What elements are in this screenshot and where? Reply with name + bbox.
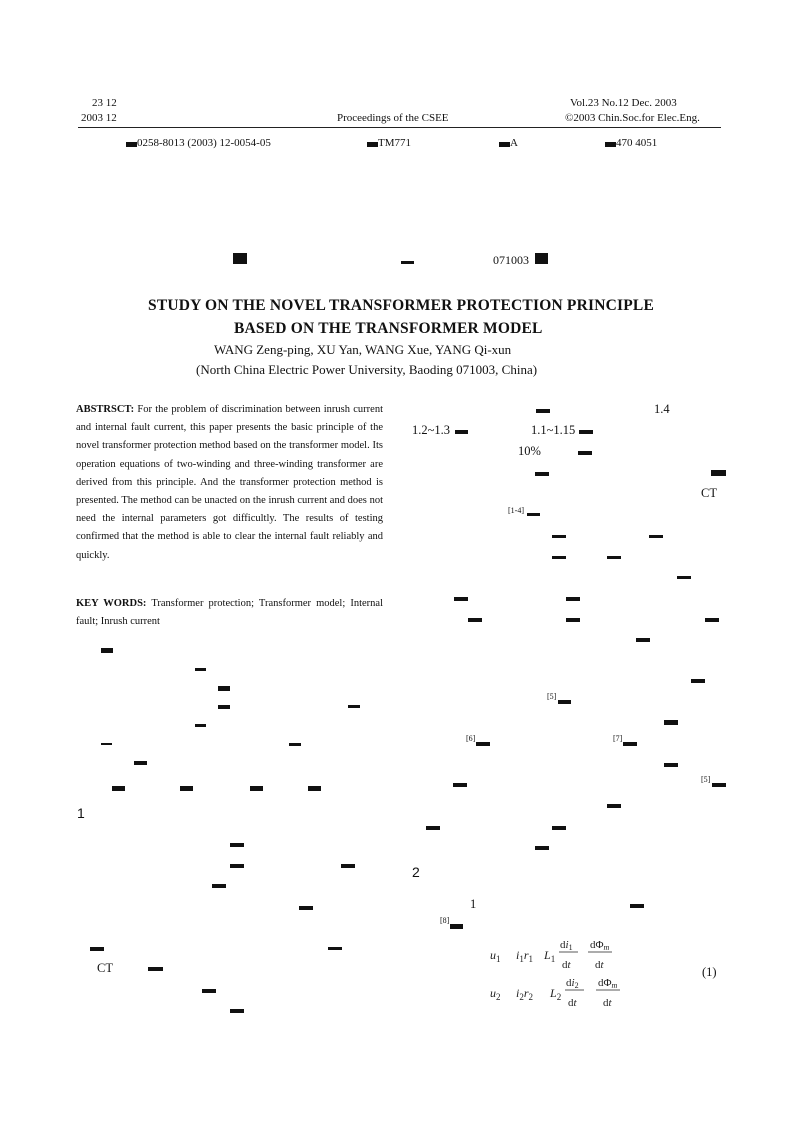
redacted-glyph xyxy=(230,1009,244,1013)
redacted-glyph xyxy=(535,253,548,264)
redacted-glyph xyxy=(250,786,263,791)
redacted-glyph xyxy=(605,142,616,147)
affiliation: (North China Electric Power University, Baoding 071003, China) xyxy=(196,362,538,377)
redacted-glyph xyxy=(401,261,414,264)
redacted-glyph xyxy=(705,618,719,622)
redacted-glyph xyxy=(348,705,360,708)
abstract-text: For the problem of discrimination between inrush current and internal fault current, this paper presents the basic principle of the novel transformer protection method based on the transformer model. Its operation equations of two-winding and three-winding transformer are derived from this principle. And the transformer protection method is presented. The method can be unacted on the inrush current and does not need the internal parameters got difficultly. The results of testing confirmed that the method is able to clear the internal fault reliably and quickly. xyxy=(76,404,383,561)
redacted-glyph xyxy=(535,846,549,850)
redacted-glyph xyxy=(664,763,678,767)
redacted-glyph xyxy=(607,556,621,559)
equation-number: (1) xyxy=(702,965,717,979)
subject-code: 470 4051 xyxy=(616,137,658,149)
redacted-glyph xyxy=(195,724,206,727)
redacted-glyph xyxy=(328,947,342,950)
copyright: ©2003 Chin.Soc.for Elec.Eng. xyxy=(565,112,700,124)
eq-L1: $L_1$ xyxy=(544,948,556,964)
redacted-glyph xyxy=(202,989,216,993)
journal-date-cn: 2003 12 xyxy=(81,112,117,124)
redacted-glyph xyxy=(134,761,147,765)
redacted-glyph xyxy=(552,556,566,559)
ct-label-right: CT xyxy=(701,486,717,500)
redacted-glyph xyxy=(180,786,193,791)
redacted-glyph xyxy=(126,142,137,147)
redacted-glyph xyxy=(218,705,230,709)
eq-dt1: dt xyxy=(562,959,571,971)
percent-value: 10% xyxy=(518,444,541,458)
redacted-glyph xyxy=(476,742,490,746)
redacted-glyph xyxy=(630,904,644,908)
redacted-glyph xyxy=(230,843,244,847)
keywords xyxy=(76,595,383,631)
redacted-glyph xyxy=(212,884,226,888)
classification-code: TM771 xyxy=(378,137,411,149)
equation-1 xyxy=(486,935,636,1013)
redacted-glyph xyxy=(664,720,678,725)
redacted-glyph xyxy=(468,618,482,622)
paper-title-line1: STUDY ON THE NOVEL TRANSFORMER PROTECTION PRINCIPLE xyxy=(148,297,654,314)
article-number: 0258-8013 (2003) 12-0054-05 xyxy=(137,137,271,149)
abstract xyxy=(76,401,383,565)
eq-i1r1: $i_1r_1$ xyxy=(516,948,534,964)
redacted-glyph xyxy=(101,743,112,745)
ct-label-left: CT xyxy=(97,961,113,975)
keywords-text: Transformer protection; Transformer model; Internal fault; Inrush current xyxy=(76,598,384,628)
eq-dt1b: dt xyxy=(595,959,604,971)
postal-code: 071003 xyxy=(493,253,529,267)
redacted-glyph xyxy=(607,804,621,808)
eq-dphi1: dΦm xyxy=(590,939,610,952)
redacted-glyph xyxy=(453,783,467,787)
redacted-glyph xyxy=(426,826,440,830)
citation-1-4: [1-4] xyxy=(508,506,524,515)
eq-u1: $u_1$ xyxy=(490,948,501,964)
redacted-glyph xyxy=(649,535,663,538)
redacted-glyph xyxy=(90,947,104,951)
eq-di1: di1 xyxy=(560,939,573,952)
redacted-glyph xyxy=(112,786,125,791)
redacted-glyph xyxy=(535,472,549,476)
ratio-value: 1.4 xyxy=(654,402,670,416)
redacted-glyph xyxy=(552,535,566,538)
redacted-glyph xyxy=(691,679,705,683)
figure-reference: 1 xyxy=(470,897,477,911)
redacted-glyph xyxy=(566,618,580,622)
redacted-glyph xyxy=(233,253,247,264)
journal-name: Proceedings of the CSEE xyxy=(337,112,449,124)
redacted-glyph xyxy=(308,786,321,791)
document-code: A xyxy=(510,137,518,149)
redacted-glyph xyxy=(552,826,566,830)
redacted-glyph xyxy=(218,686,230,691)
authors: WANG Zeng-ping, XU Yan, WANG Xue, YANG Qi-xun xyxy=(214,342,512,357)
redacted-glyph xyxy=(148,967,163,971)
redacted-glyph xyxy=(711,470,726,476)
eq-dphi2: dΦm xyxy=(598,977,618,990)
citation-5b: [5] xyxy=(701,775,711,784)
citation-6: [6] xyxy=(466,734,476,743)
redacted-glyph xyxy=(367,142,378,147)
redacted-glyph xyxy=(558,700,571,704)
redacted-glyph xyxy=(636,638,650,642)
redacted-glyph xyxy=(289,743,301,746)
redacted-glyph xyxy=(455,430,468,434)
header-rule xyxy=(78,127,721,128)
redacted-glyph xyxy=(623,742,637,746)
redacted-glyph xyxy=(499,142,510,147)
redacted-glyph xyxy=(712,783,726,787)
eq-u2: $u_2$ xyxy=(490,986,501,1002)
redacted-glyph xyxy=(230,864,244,868)
redacted-glyph xyxy=(566,597,580,601)
eq-di2: di2 xyxy=(566,977,579,990)
redacted-glyph xyxy=(299,906,313,910)
eq-dt2: dt xyxy=(568,997,577,1009)
redacted-glyph xyxy=(578,451,592,455)
redacted-glyph xyxy=(677,576,691,579)
citation-8: [8] xyxy=(440,916,450,925)
section-heading-1: 1 xyxy=(77,805,85,821)
journal-volume: Vol.23 No.12 Dec. 2003 xyxy=(570,97,677,109)
redacted-glyph xyxy=(341,864,355,868)
redacted-glyph xyxy=(101,648,113,653)
redacted-glyph xyxy=(195,668,206,671)
redacted-glyph xyxy=(527,513,540,516)
redacted-glyph xyxy=(579,430,593,434)
eq-i2r2: $i_2r_2$ xyxy=(516,986,534,1002)
ratio-range-1: 1.2~1.3 xyxy=(412,423,451,437)
citation-7: [7] xyxy=(613,734,623,743)
paper-title-line2: BASED ON THE TRANSFORMER MODEL xyxy=(234,320,543,337)
redacted-glyph xyxy=(450,924,463,929)
journal-volume-cn: 23 12 xyxy=(92,97,117,109)
eq-L2: $L_2$ xyxy=(550,986,562,1002)
redacted-glyph xyxy=(536,409,550,413)
citation-5a: [5] xyxy=(547,692,557,701)
abstract-label: ABSTRSCT: xyxy=(76,404,135,415)
keywords-label: KEY WORDS: xyxy=(76,598,147,609)
ratio-range-2: 1.1~1.15 xyxy=(531,423,576,437)
eq-dt2b: dt xyxy=(603,997,612,1009)
section-heading-2: 2 xyxy=(412,864,420,880)
redacted-glyph xyxy=(454,597,468,601)
